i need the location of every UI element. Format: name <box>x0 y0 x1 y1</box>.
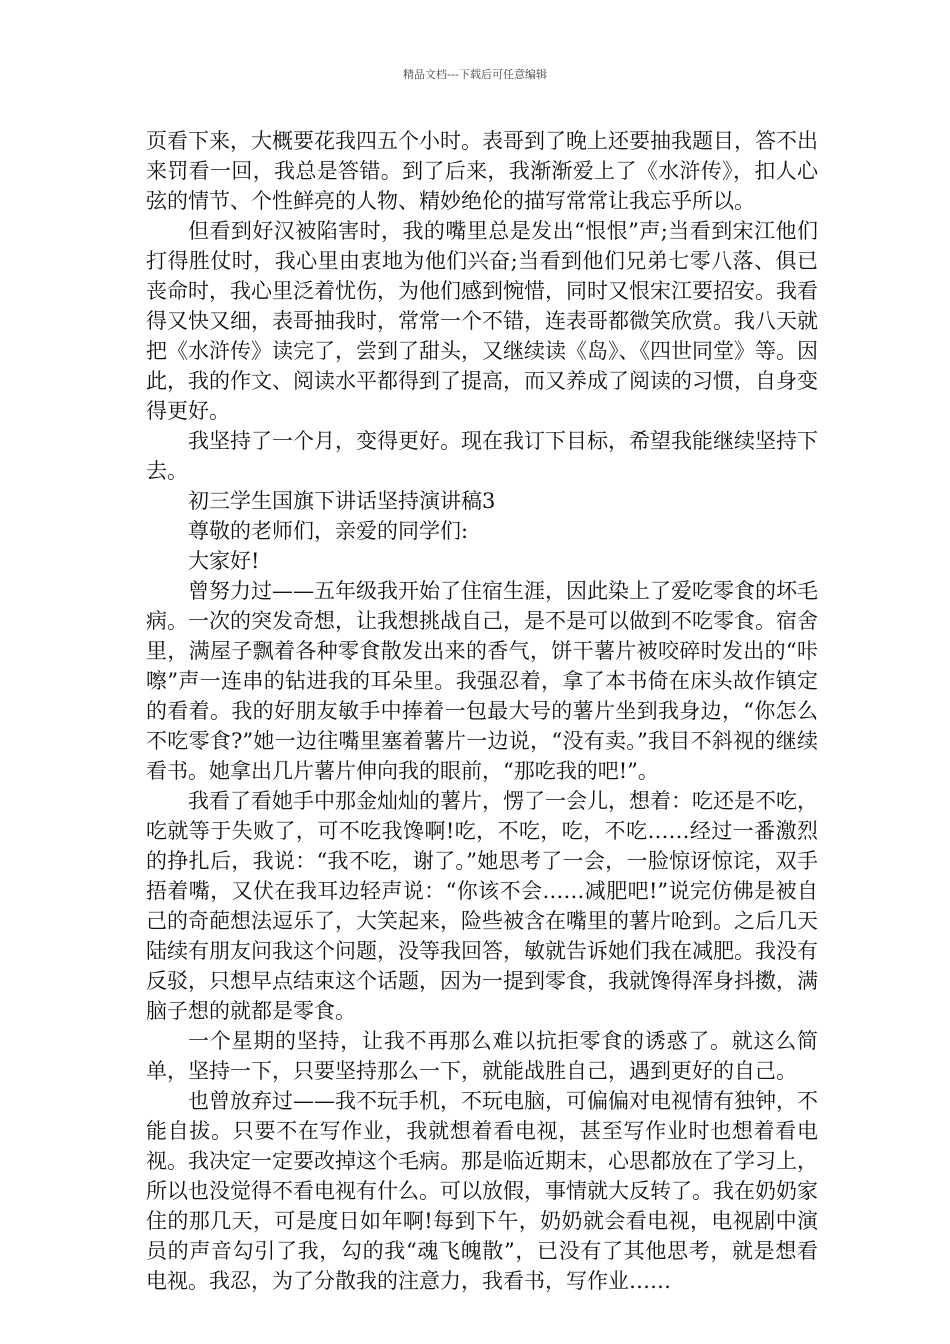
greeting: 大家好! <box>188 549 260 573</box>
paragraph: 曾努力过——五年级我开始了住宿生涯，因此染上了爱吃零食的坏毛病。一次的突发奇想，让我想挑战自己，是不是可以做到不吃零食。宿舍里，满屋子飘着各种零食散发出来的香气，饼干薯片被咬碎时发出的“咔嚓”声一连串的钻进我的耳朵里。我强忍着，拿了本书倚在床头故作镇定的看着。我的好朋友敏手中捧着一包最大号的薯片坐到我身边，“你怎么不吃零食?”她一边往嘴里塞着薯片一边说，“没有卖。”我目不斜视的继续看书。她拿出几片薯片伸向我的眼前，“那吃我的吧!”。 <box>146 579 818 783</box>
paragraph: 一个星期的坚持，让我不再那么难以抗拒零食的诱惑了。就这么简单，坚持一下，只要坚持那么一下，就能战胜自己，遇到更好的自己。 <box>146 1029 818 1083</box>
paragraph: 我坚持了一个月，变得更好。现在我订下目标，希望我能继续坚持下去。 <box>146 429 818 483</box>
page-header: 精品文档---下载后可任意编辑 <box>403 68 547 81</box>
document-body <box>146 126 818 1296</box>
paragraph: 但看到好汉被陷害时，我的嘴里总是发出“恨恨”声;当看到宋江他们打得胜仗时，我心里由衷地为他们兴奋;当看到他们兄弟七零八落、俱已丧命时，我心里泛着忧伤，为他们感到惋惜，同时又恨宋江要招安。我看得又快又细，表哥抽我时，常常一个不错，连表哥都微笑欣赏。我八天就把《水浒传》读完了，尝到了甜头，又继续读《岛》、《四世同堂》等。因此，我的作文、阅读水平都得到了提高，而又养成了阅读的习惯，自身变得更好。 <box>146 219 818 423</box>
salutation: 尊敬的老师们，亲爱的同学们: <box>188 519 469 543</box>
paragraph: 也曾放弃过——我不玩手机，不玩电脑，可偏偏对电视情有独钟，不能自拔。只要不在写作业，我就想着看电视，甚至写作业时也想着看电视。我决定一定要改掉这个毛病。那是临近期末，心思都放在了学习上，所以也没觉得不看电视有什么。可以放假，事情就大反转了。我在奶奶家住的那几天，可是度日如年啊!每到下午，奶奶就会看电视，电视剧中演员的声音勾引了我，勾的我“魂飞魄散”，已没有了其他思考，就是想看电视。我忍，为了分散我的注意力，我看书，写作业…… <box>146 1089 818 1293</box>
paragraph: 我看了看她手中那金灿灿的薯片，愣了一会儿，想着：吃还是不吃，吃就等于失败了，可不吃我馋啊!吃，不吃，吃，不吃……经过一番激烈的挣扎后，我说：“我不吃，谢了。”她思考了一会，一脸惊讶惊诧，双手捂着嘴，又伏在我耳边轻声说：“你该不会……减肥吧!”说完仿佛是被自己的奇葩想法逗乐了，大笑起来，险些被含在嘴里的薯片呛到。之后几天陆续有朋友问我这个问题，没等我回答，敏就告诉她们我在减肥。我没有反驳，只想早点结束这个话题，因为一提到零食，我就馋得浑身抖擞，满脑子想的就都是零食。 <box>146 789 818 1023</box>
section-title: 初三学生国旗下讲话坚持演讲稿3 <box>188 489 496 513</box>
paragraph: 页看下来，大概要花我四五个小时。表哥到了晚上还要抽我题目，答不出来罚看一回，我总是答错。到了后来，我渐渐爱上了《水浒传》，扣人心弦的情节、个性鲜亮的人物、精妙绝伦的描写常常让我忘乎所以。 <box>146 129 818 213</box>
